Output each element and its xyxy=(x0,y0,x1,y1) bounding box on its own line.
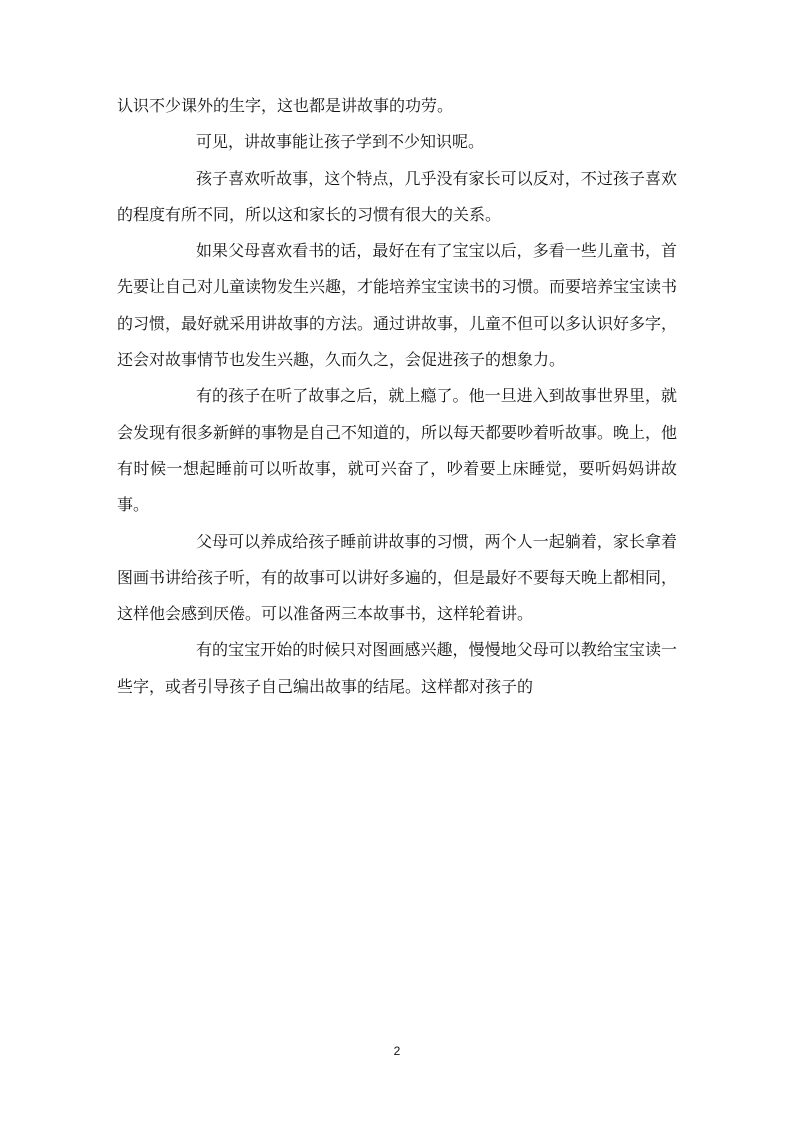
paragraph: 可见，讲故事能让孩子学到不少知识呢。 xyxy=(196,132,485,152)
body-text xyxy=(117,88,677,705)
paragraph: 父母可以养成给孩子睡前讲故事的习惯，两个人一起躺着，家长拿着图画书讲给孩子听，有的故事可以讲好多遍的，但是最好不要每天晚上都相同，这样他会感到厌倦。可以准备两三本故事书，这样轮着讲。 xyxy=(117,531,678,624)
paragraph: 有的宝宝开始的时候只对图画感兴趣，慢慢地父母可以教给宝宝读一些字，或者引导孩子自己编出故事的结尾。这样都对孩子的 xyxy=(117,640,677,696)
paragraph-continued: 认识不少课外的生字，这也都是讲故事的功劳。 xyxy=(117,96,454,115)
paragraph: 有的孩子在听了故事之后，就上瘾了。他一旦进入到故事世界里，就会发现有很多新鲜的事物是自己不知道的，所以每天都要吵着听故事。晚上，他有时候一想起睡前可以听故事，就可兴奋了，吵着要上床睡觉，要听妈妈讲故事。 xyxy=(117,386,678,515)
paragraph: 孩子喜欢听故事，这个特点，几乎没有家长可以反对，不过孩子喜欢的程度有所不同，所以这和家长的习惯有很大的关系。 xyxy=(117,168,677,224)
paragraph: 如果父母喜欢看书的话，最好在有了宝宝以后，多看一些儿童书，首先要让自己对儿童读物发生兴趣，才能培养宝宝读书的习惯。而要培养宝宝读书的习惯，最好就采用讲故事的方法。通过讲故事，儿童不但可以多认识好多字，还会对故事情节也发生兴趣，久而久之，会促进孩子的想象力。 xyxy=(117,241,678,370)
page-number: 2 xyxy=(393,1044,401,1058)
